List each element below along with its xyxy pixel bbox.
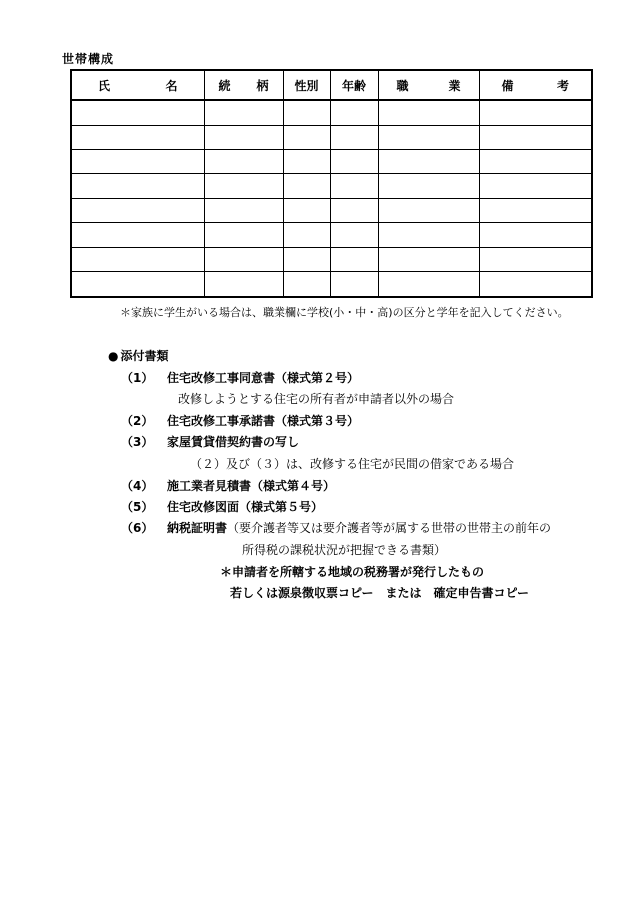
cell-name[interactable] bbox=[71, 125, 204, 149]
cell-name[interactable] bbox=[71, 100, 204, 125]
cell-occupation[interactable] bbox=[378, 100, 479, 125]
student-note: ＊家族に学生がいる場合は、職業欄に学校(小・中・高)の区分と学年を記入してください。 bbox=[120, 306, 569, 319]
table-header-row bbox=[71, 70, 592, 100]
cell-age[interactable] bbox=[330, 247, 378, 271]
attachments-title-text: 添付書類 bbox=[120, 349, 169, 363]
attachment-note-3: （２）及び（３）は、改修する住宅が民間の借家である場合 bbox=[190, 457, 515, 471]
table-row bbox=[71, 149, 592, 173]
cell-gender[interactable] bbox=[283, 272, 330, 297]
cell-gender[interactable] bbox=[283, 174, 330, 198]
cell-age[interactable] bbox=[330, 149, 378, 173]
item-number: （3） bbox=[121, 435, 154, 449]
item-number: （1） bbox=[121, 371, 154, 385]
header-relationship: 続 柄 bbox=[204, 70, 283, 100]
cell-name[interactable] bbox=[71, 149, 204, 173]
tax-note-2: 若しくは源泉徴収票コピー または 確定申告書コピー bbox=[230, 586, 530, 600]
cell-relationship[interactable] bbox=[204, 100, 283, 125]
cell-occupation[interactable] bbox=[378, 272, 479, 297]
household-table bbox=[70, 69, 593, 298]
cell-occupation[interactable] bbox=[378, 174, 479, 198]
cell-gender[interactable] bbox=[283, 198, 330, 222]
header-age: 年齢 bbox=[330, 70, 378, 100]
item-label: 住宅改修工事同意書（様式第２号） bbox=[167, 371, 360, 385]
item-label: 住宅改修工事承諾書（様式第３号） bbox=[167, 414, 360, 428]
cell-name[interactable] bbox=[71, 272, 204, 297]
cell-remarks[interactable] bbox=[479, 100, 592, 125]
table-row bbox=[71, 125, 592, 149]
bullet-icon: ● bbox=[108, 349, 119, 363]
cell-relationship[interactable] bbox=[204, 125, 283, 149]
cell-occupation[interactable] bbox=[378, 247, 479, 271]
cell-gender[interactable] bbox=[283, 223, 330, 247]
item-label: 施工業者見積書（様式第４号） bbox=[167, 479, 336, 493]
cell-age[interactable] bbox=[330, 223, 378, 247]
cell-gender[interactable] bbox=[283, 100, 330, 125]
table-row bbox=[71, 272, 592, 297]
cell-gender[interactable] bbox=[283, 247, 330, 271]
table-row bbox=[71, 247, 592, 271]
cell-relationship[interactable] bbox=[204, 272, 283, 297]
cell-name[interactable] bbox=[71, 198, 204, 222]
tax-note-1: ＊申請者を所轄する地域の税務署が発行したもの bbox=[220, 565, 485, 579]
item-extra: （要介護者等又は要介護者等が属する世帯の世帯主の前年の bbox=[227, 521, 552, 535]
item-number: （5） bbox=[121, 500, 154, 514]
cell-relationship[interactable] bbox=[204, 149, 283, 173]
item-label: 住宅改修図面（様式第５号） bbox=[167, 500, 324, 514]
header-remarks: 備 考 bbox=[479, 70, 592, 100]
cell-relationship[interactable] bbox=[204, 223, 283, 247]
table-row bbox=[71, 198, 592, 222]
cell-remarks[interactable] bbox=[479, 223, 592, 247]
cell-remarks[interactable] bbox=[479, 198, 592, 222]
cell-occupation[interactable] bbox=[378, 149, 479, 173]
cell-relationship[interactable] bbox=[204, 247, 283, 271]
household-table-body bbox=[71, 100, 592, 297]
cell-age[interactable] bbox=[330, 174, 378, 198]
cell-relationship[interactable] bbox=[204, 174, 283, 198]
section-title: 世帯構成 bbox=[62, 52, 115, 66]
cell-age[interactable] bbox=[330, 198, 378, 222]
cell-gender[interactable] bbox=[283, 125, 330, 149]
item-number: （6） bbox=[121, 521, 154, 535]
cell-relationship[interactable] bbox=[204, 198, 283, 222]
cell-gender[interactable] bbox=[283, 149, 330, 173]
attachment-note-1: 改修しようとする住宅の所有者が申請者以外の場合 bbox=[178, 392, 455, 406]
header-name: 氏 名 bbox=[71, 70, 204, 100]
item-number: （2） bbox=[121, 414, 154, 428]
cell-name[interactable] bbox=[71, 223, 204, 247]
cell-occupation[interactable] bbox=[378, 223, 479, 247]
cell-name[interactable] bbox=[71, 174, 204, 198]
cell-age[interactable] bbox=[330, 100, 378, 125]
table-row bbox=[71, 223, 592, 247]
item-label: 家屋賃貸借契約書の写し bbox=[167, 435, 300, 449]
attachments-title bbox=[108, 347, 169, 364]
item-number: （4） bbox=[121, 479, 154, 493]
cell-remarks[interactable] bbox=[479, 149, 592, 173]
item-label: 納税証明書（要介護者等又は要介護者等が属する世帯の世帯主の前年の bbox=[167, 521, 552, 535]
table-row bbox=[71, 100, 592, 125]
cell-remarks[interactable] bbox=[479, 174, 592, 198]
cell-occupation[interactable] bbox=[378, 198, 479, 222]
header-occupation: 職 業 bbox=[378, 70, 479, 100]
table-row bbox=[71, 174, 592, 198]
header-gender: 性別 bbox=[283, 70, 330, 100]
cell-age[interactable] bbox=[330, 125, 378, 149]
cell-remarks[interactable] bbox=[479, 125, 592, 149]
cell-remarks[interactable] bbox=[479, 272, 592, 297]
attachment-note-6: 所得税の課税状況が把握できる書類） bbox=[242, 543, 447, 557]
cell-name[interactable] bbox=[71, 247, 204, 271]
cell-remarks[interactable] bbox=[479, 247, 592, 271]
cell-age[interactable] bbox=[330, 272, 378, 297]
cell-occupation[interactable] bbox=[378, 125, 479, 149]
